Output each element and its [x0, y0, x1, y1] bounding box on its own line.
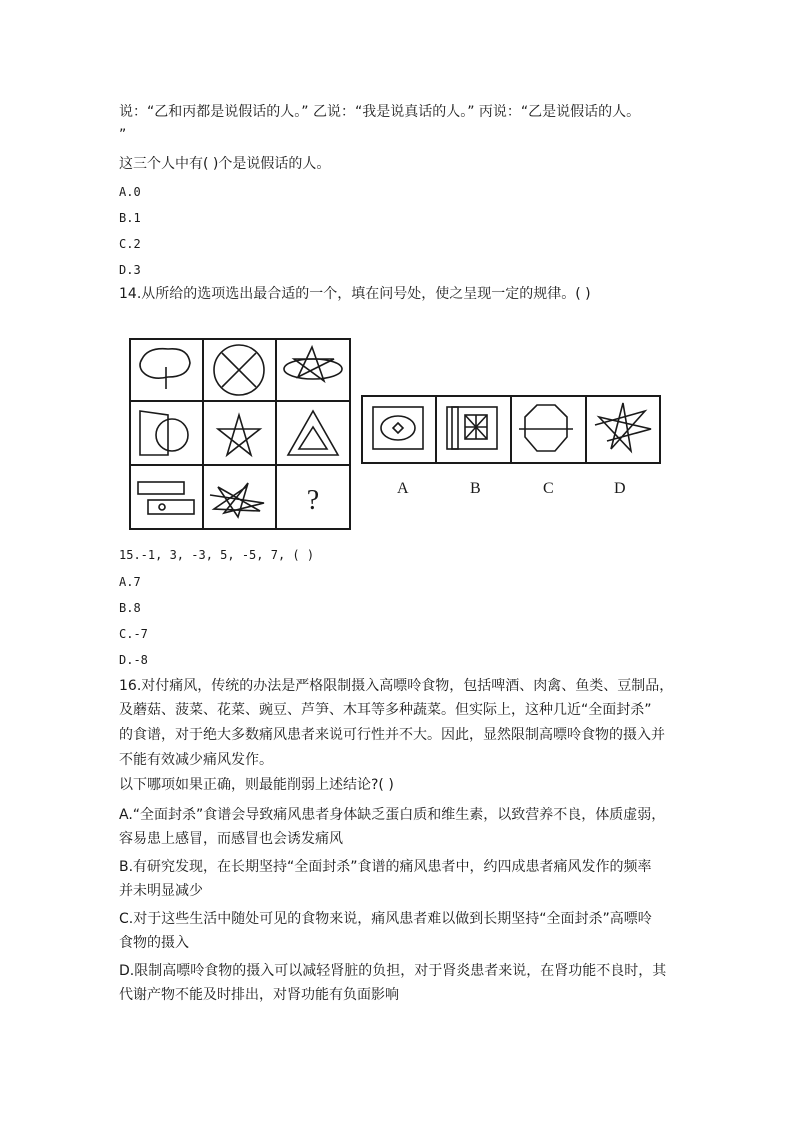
- q16-question: 以下哪项如果正确，则最能削弱上述结论?( ): [119, 777, 394, 793]
- q16-para-line2: 及蘑菇、菠菜、花菜、豌豆、芦笋、木耳等多种蔬菜。但实际上，这种几近“全面封杀”: [119, 702, 652, 718]
- option-label-c: C: [543, 480, 554, 497]
- q15-option-a: A.7: [119, 575, 141, 589]
- q16-option-a-line2: 容易患上感冒，而感冒也会诱发痛风: [119, 831, 343, 847]
- q13-line1: 说：“乙和丙都是说假话的人。” 乙说：“我是说真话的人。” 丙说：“乙是说假话的人。: [119, 104, 641, 120]
- q14-puzzle-grid: [128, 337, 352, 532]
- q15-stem: 15.-1, 3, -3, 5, -5, 7, ( ): [119, 548, 315, 562]
- option-label-a: A: [397, 480, 409, 497]
- q16-para-line3: 的食谱，对于绝大多数痛风患者来说可行性并不大。因此，显然限制高嘌呤食物的摄入并: [119, 727, 665, 743]
- q14-question-mark: ?: [306, 485, 320, 516]
- q16-option-c-line2: 食物的摄入: [119, 935, 189, 951]
- q16-option-b-line1: B.有研究发现，在长期坚持“全面封杀”食谱的痛风患者中，约四成患者痛风发作的频率: [119, 859, 652, 875]
- q16-option-a-line1: A.“全面封杀”食谱会导致痛风患者身体缺乏蛋白质和维生素，以致营养不良，体质虚弱，: [119, 807, 666, 823]
- q13-option-c: C.2: [119, 237, 141, 251]
- q15-option-b: B.8: [119, 601, 141, 615]
- q16-para-line4: 不能有效减少痛风发作。: [119, 752, 273, 768]
- q16-option-c-line1: C.对于这些生活中随处可见的食物来说，痛风患者难以做到长期坚持“全面封杀”高嘌呤: [119, 911, 652, 927]
- q16-option-b-line2: 并未明显减少: [119, 883, 203, 899]
- q13-stem: 这三个人中有( )个是说假话的人。: [119, 156, 331, 172]
- option-label-b: B: [470, 480, 481, 497]
- q14-stem: 14.从所给的选项选出最合适的一个，填在问号处，使之呈现一定的规律。( ): [119, 286, 591, 302]
- q14-answer-options: [361, 395, 661, 465]
- q15-option-d: D.-8: [119, 653, 148, 667]
- q13-line2: ”: [119, 127, 127, 143]
- q16-para-line1: 16.对付痛风，传统的办法是严格限制摄入高嘌呤食物，包括啤酒、肉禽、鱼类、豆制品，: [119, 678, 674, 694]
- q16-option-d-line1: D.限制高嘌呤食物的摄入可以减轻肾脏的负担，对于肾炎患者来说，在肾功能不良时，其: [119, 963, 667, 979]
- q13-option-d: D.3: [119, 263, 141, 277]
- q13-option-a: A.0: [119, 185, 141, 199]
- q15-option-c: C.-7: [119, 627, 148, 641]
- option-label-d: D: [614, 480, 626, 497]
- q13-option-b: B.1: [119, 211, 141, 225]
- q16-option-d-line2: 代谢产物不能及时排出，对肾功能有负面影响: [119, 987, 399, 1003]
